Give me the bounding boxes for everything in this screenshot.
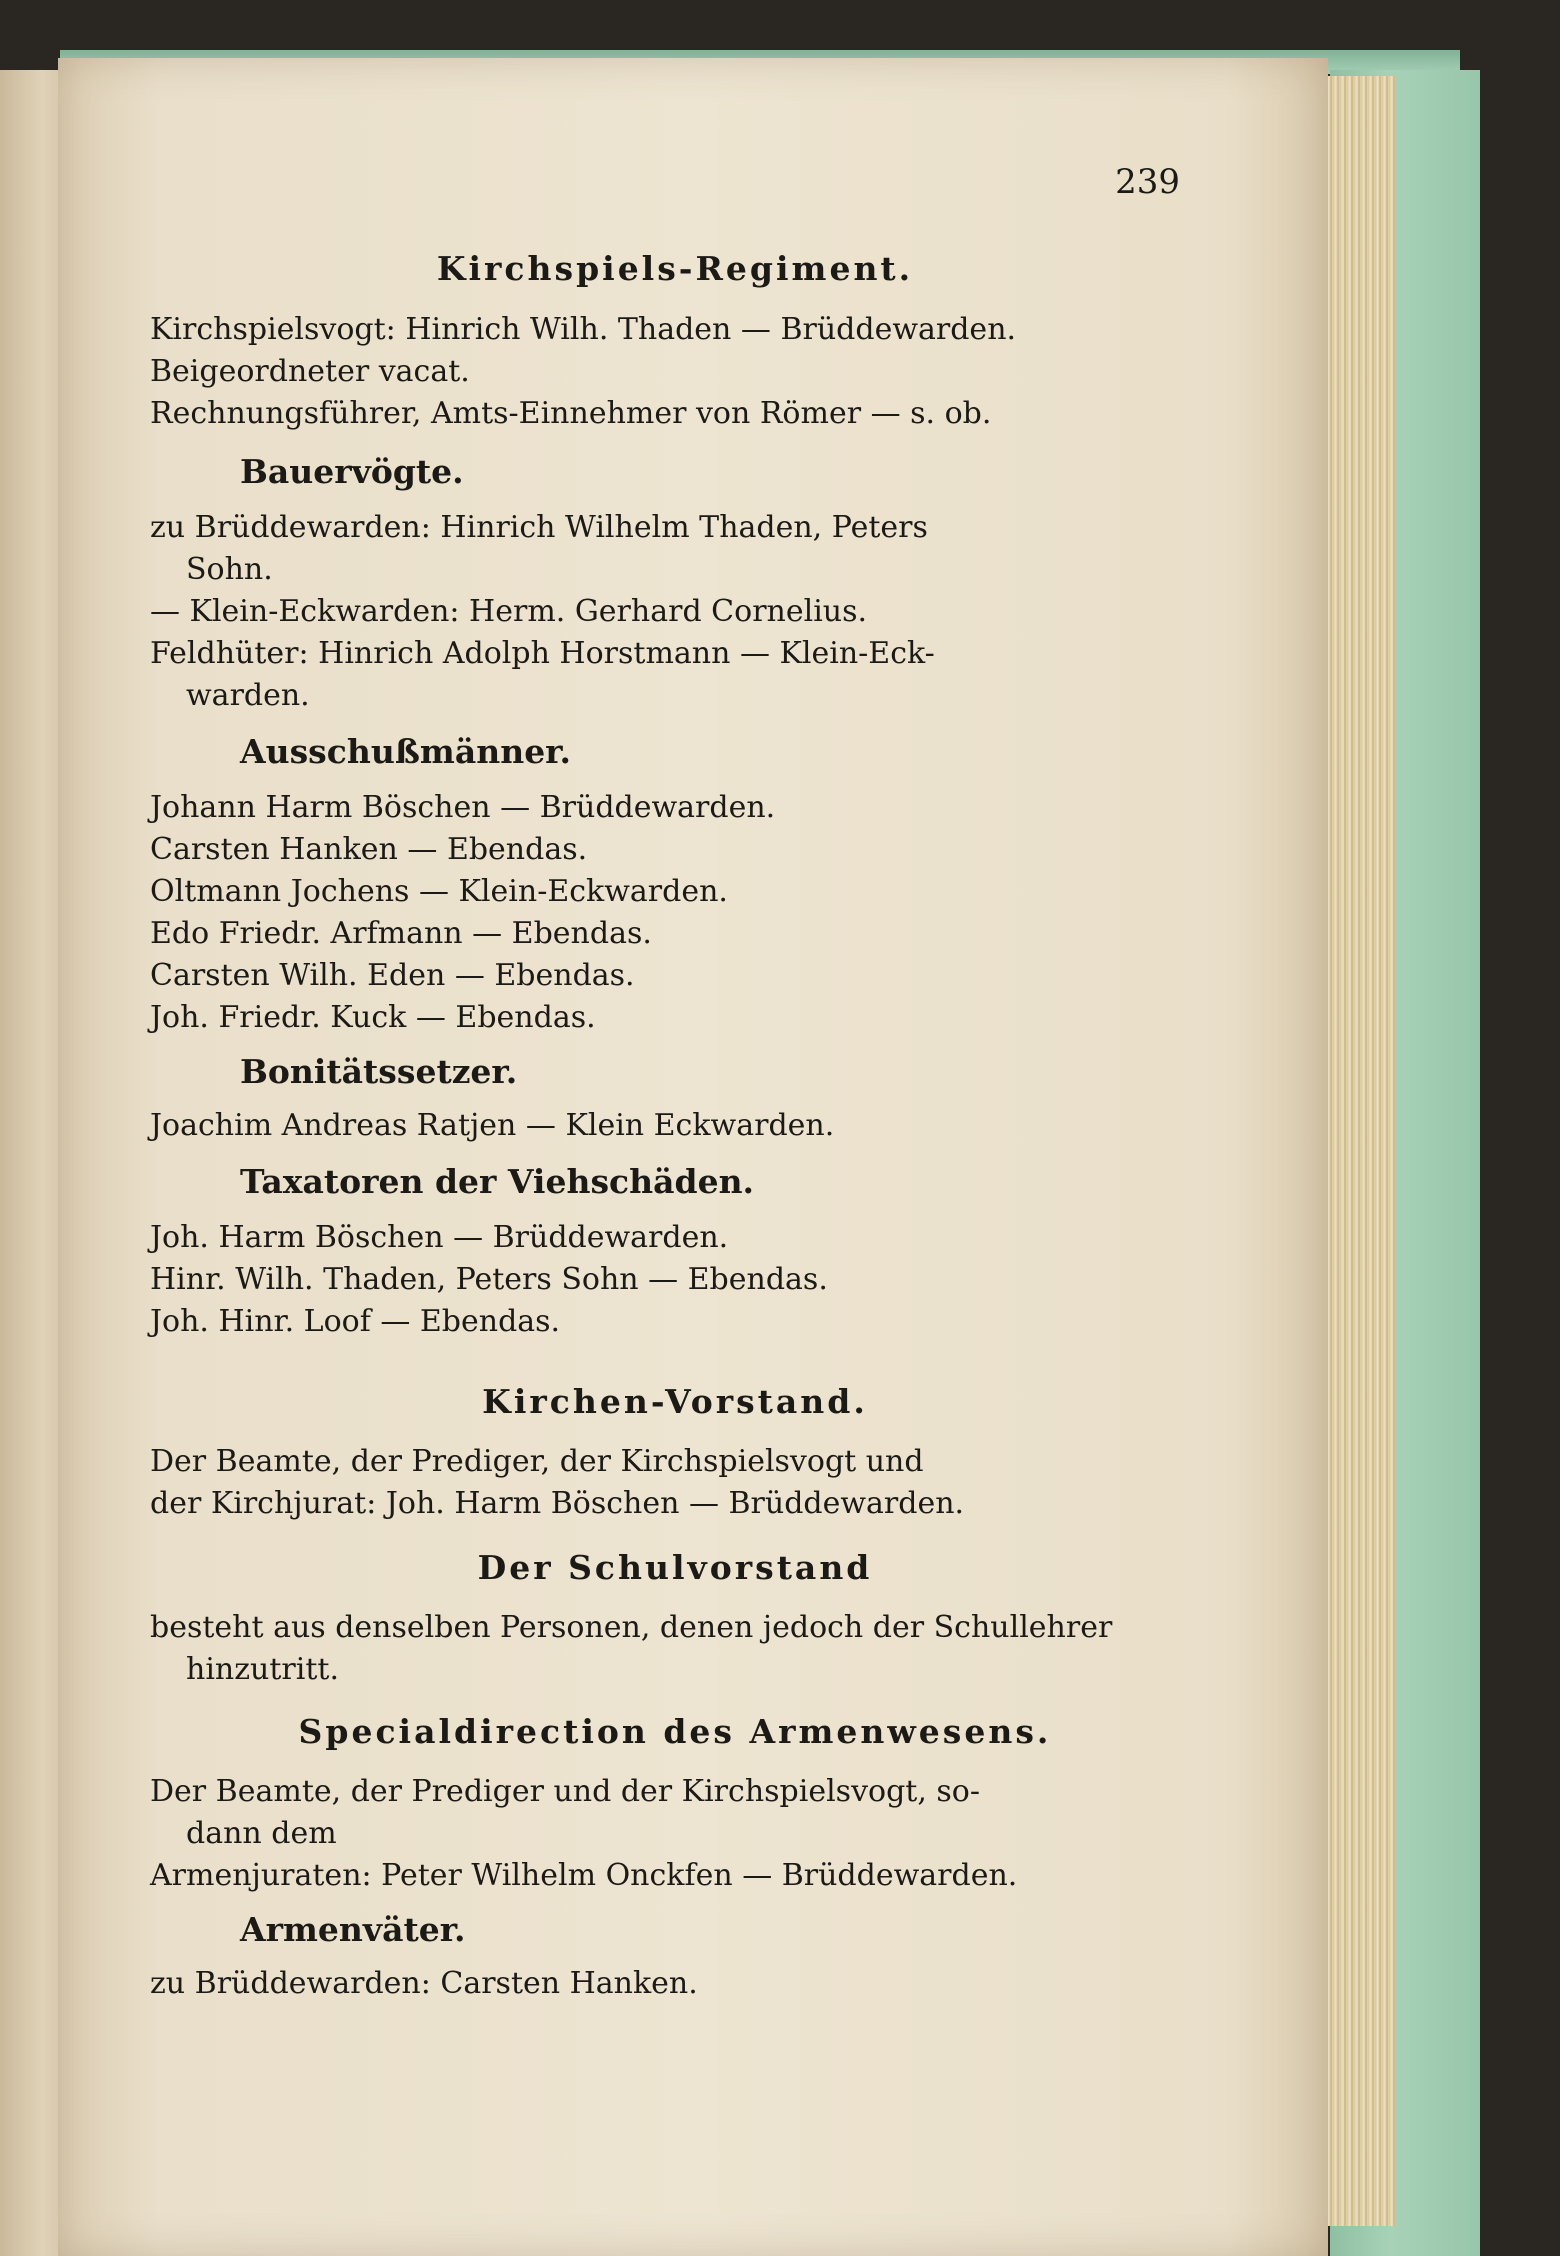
text-line: Carsten Hanken — Ebendas.	[150, 832, 588, 867]
heading-armenvaeter: Armenväter.	[240, 1910, 466, 1949]
heading-taxatoren: Taxatoren der Viehschäden.	[240, 1162, 755, 1201]
heading-kirchen-vorstand: Kirchen-Vorstand.	[482, 1382, 868, 1421]
text-line: — Klein-Eckwarden: Herm. Gerhard Cornelius.	[150, 594, 868, 629]
text-line: Feldhüter: Hinrich Adolph Horstmann — Klein-Eck-	[150, 636, 935, 671]
page-number: 239	[1115, 162, 1180, 202]
text-line: Armenjuraten: Peter Wilhelm Onckfen — Brüddewarden.	[150, 1858, 1018, 1893]
text-line: Johann Harm Böschen — Brüddewarden.	[150, 790, 776, 825]
text-line: besteht aus denselben Personen, denen jedoch der Schullehrer	[150, 1610, 1113, 1645]
text-line: Rechnungsführer, Amts-Einnehmer von Römer — s. ob.	[150, 396, 992, 431]
heading-bonitaetssetzer: Bonitätssetzer.	[240, 1052, 518, 1091]
heading-specialdirection: Specialdirection des Armenwesens.	[298, 1712, 1052, 1751]
text-line: Carsten Wilh. Eden — Ebendas.	[150, 958, 635, 993]
text-line: Kirchspielsvogt: Hinrich Wilh. Thaden — Brüddewarden.	[150, 312, 1017, 347]
heading-bauervoegte: Bauervögte.	[240, 452, 464, 491]
text-line: Joh. Hinr. Loof — Ebendas.	[150, 1304, 561, 1339]
text-line: Sohn.	[186, 552, 273, 587]
text-line: der Kirchjurat: Joh. Harm Böschen — Brüddewarden.	[150, 1486, 965, 1521]
text-line: zu Brüddewarden: Hinrich Wilhelm Thaden, Peters	[150, 510, 928, 545]
text-line: Joh. Harm Böschen — Brüddewarden.	[150, 1220, 729, 1255]
text-line: hinzutritt.	[186, 1652, 340, 1687]
heading-ausschussmaenner: Ausschußmänner.	[240, 732, 572, 771]
text-line: dann dem	[186, 1816, 337, 1851]
text-line: Hinr. Wilh. Thaden, Peters Sohn — Ebendas.	[150, 1262, 828, 1297]
text-line: Edo Friedr. Arfmann — Ebendas.	[150, 916, 652, 951]
heading-schulvorstand: Der Schulvorstand	[477, 1548, 873, 1587]
text-line: zu Brüddewarden: Carsten Hanken.	[150, 1966, 698, 2001]
text-line: warden.	[186, 678, 310, 713]
text-line: Der Beamte, der Prediger, der Kirchspielsvogt und	[150, 1444, 924, 1479]
text-line: Der Beamte, der Prediger und der Kirchspielsvogt, so-	[150, 1774, 981, 1809]
heading-kirchspiels-regiment: Kirchspiels-Regiment.	[436, 249, 914, 288]
text-line: Oltmann Jochens — Klein-Eckwarden.	[150, 874, 728, 909]
text-line: Joh. Friedr. Kuck — Ebendas.	[150, 1000, 596, 1035]
text-line: Beigeordneter vacat.	[150, 354, 470, 389]
text-line: Joachim Andreas Ratjen — Klein Eckwarden.	[150, 1108, 835, 1143]
